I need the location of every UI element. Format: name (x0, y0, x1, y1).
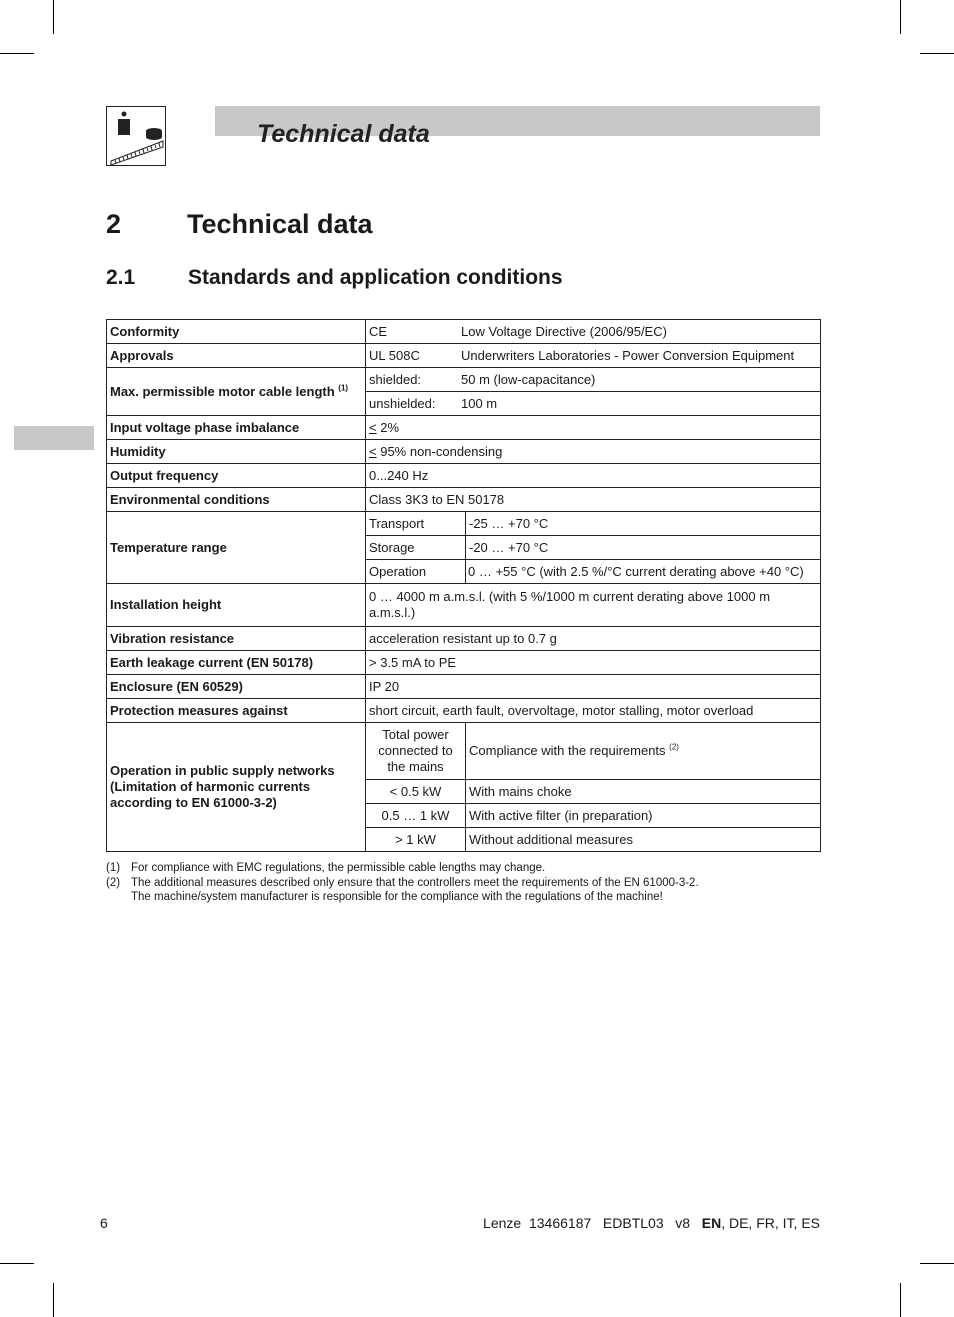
temp-value: -25 … +70 °C (466, 512, 821, 536)
row-label-text: Max. permissible motor cable length (110, 383, 335, 399)
row-value (366, 416, 821, 440)
crop-mark (0, 53, 34, 54)
row-value: 0 … 4000 m a.m.s.l. (with 5 %/1000 m current derating above 1000 m a.m.s.l.) (366, 584, 821, 627)
footnote-text: The additional measures described only ensure that the controllers meet the requirements of the EN 61000-3-2. (131, 877, 699, 889)
crop-mark (53, 0, 54, 34)
header-title: Technical data (257, 120, 430, 148)
footnote-ref: (1) (338, 383, 349, 393)
section-title: Technical data (187, 209, 373, 239)
measure-value: With active filter (in preparation) (466, 804, 821, 828)
row-text: 100 m (461, 395, 498, 411)
technical-data-icon (106, 106, 166, 166)
row-value (366, 440, 821, 464)
temp-value: -20 … +70 °C (466, 536, 821, 560)
row-text: 95% non-condensing (380, 443, 503, 459)
power-value: 0.5 … 1 kW (366, 804, 466, 828)
power-value: > 1 kW (366, 828, 466, 852)
measure-value: With mains choke (466, 780, 821, 804)
row-label: Input voltage phase imbalance (107, 416, 366, 440)
footnote-text: For compliance with EMC regulations, the permissible cable lengths may change. (131, 862, 546, 874)
table-row (107, 627, 821, 651)
row-code: shielded: (369, 371, 422, 387)
temp-condition: Storage (366, 536, 466, 560)
row-value (366, 392, 821, 416)
footnote-text: The machine/system manufacturer is responsible for the compliance with the regulations of the machine! (131, 891, 663, 903)
row-label: Installation height (107, 584, 366, 627)
row-text: Low Voltage Directive (2006/95/EC) (461, 323, 667, 339)
row-text: 50 m (low-capacitance) (461, 371, 596, 387)
table-row (107, 723, 821, 780)
row-label: Environmental conditions (107, 488, 366, 512)
crop-mark (0, 1263, 34, 1264)
table-row (107, 488, 821, 512)
table-row (107, 368, 821, 392)
row-value: short circuit, earth fault, overvoltage, motor stalling, motor overload (366, 699, 821, 723)
document-info (483, 1215, 820, 1231)
row-value: acceleration resistant up to 0.7 g (366, 627, 821, 651)
footnote-number: (2) (106, 877, 121, 889)
row-value (366, 320, 821, 344)
crop-mark (900, 1283, 901, 1317)
row-label: Earth leakage current (EN 50178) (107, 651, 366, 675)
row-value: 0...240 Hz (366, 464, 821, 488)
power-value: < 0.5 kW (366, 780, 466, 804)
row-label: Operation in public supply networks (Limitation of harmonic currents according to EN 61000-3-2) (107, 723, 366, 852)
row-value (366, 368, 821, 392)
table-row (107, 416, 821, 440)
compliance-header-text: Compliance with the requirements (469, 743, 666, 758)
row-value: IP 20 (366, 675, 821, 699)
table-row (107, 675, 821, 699)
row-label: Conformity (107, 320, 366, 344)
row-value: Class 3K3 to EN 50178 (366, 488, 821, 512)
table-row (107, 584, 821, 627)
row-code: UL 508C (369, 347, 420, 363)
table-row (107, 651, 821, 675)
temp-condition: Operation (366, 560, 466, 584)
less-equal-symbol: < (369, 419, 377, 435)
row-label: Humidity (107, 440, 366, 464)
row-label: Approvals (107, 344, 366, 368)
crop-mark (900, 0, 901, 34)
row-value (366, 344, 821, 368)
language-current: EN (701, 1215, 722, 1231)
row-label: Output frequency (107, 464, 366, 488)
row-label: Protection measures against (107, 699, 366, 723)
subsection-title: Standards and application conditions (188, 266, 563, 289)
table-row (107, 440, 821, 464)
measure-value: Without additional measures (466, 828, 821, 852)
table-row (107, 512, 821, 536)
row-text: Underwriters Laboratories - Power Conversion Equipment (461, 347, 795, 363)
table-row (107, 344, 821, 368)
row-value: > 3.5 mA to PE (366, 651, 821, 675)
table-row (107, 699, 821, 723)
language-others: , DE, FR, IT, ES (721, 1215, 820, 1231)
row-code: CE (369, 323, 388, 339)
table-row (107, 464, 821, 488)
row-text: 2% (380, 419, 400, 435)
footnote-ref: (2) (669, 742, 679, 752)
section-number: 2 (106, 209, 122, 239)
power-header: Total power connected to the mains (366, 723, 466, 780)
side-tab-marker (14, 426, 94, 450)
document-id: Lenze 13466187 EDBTL03 v8 (483, 1215, 702, 1231)
footnote-number: (1) (106, 862, 121, 874)
temp-condition: Transport (366, 512, 466, 536)
crop-mark (920, 1263, 954, 1264)
specifications-table (106, 319, 821, 852)
compliance-header (466, 723, 821, 780)
less-equal-symbol: < (369, 443, 377, 459)
row-label: Enclosure (EN 60529) (107, 675, 366, 699)
row-label: Temperature range (107, 512, 366, 584)
page-number: 6 (100, 1215, 108, 1231)
row-label: Vibration resistance (107, 627, 366, 651)
crop-mark (920, 53, 954, 54)
temp-value: 0 … +55 °C (with 2.5 %/°C current derating above +40 °C) (466, 560, 821, 584)
subsection-number: 2.1 (106, 266, 136, 289)
crop-mark (53, 1283, 54, 1317)
row-label (107, 368, 366, 416)
table-row (107, 320, 821, 344)
row-code: unshielded: (369, 395, 436, 411)
